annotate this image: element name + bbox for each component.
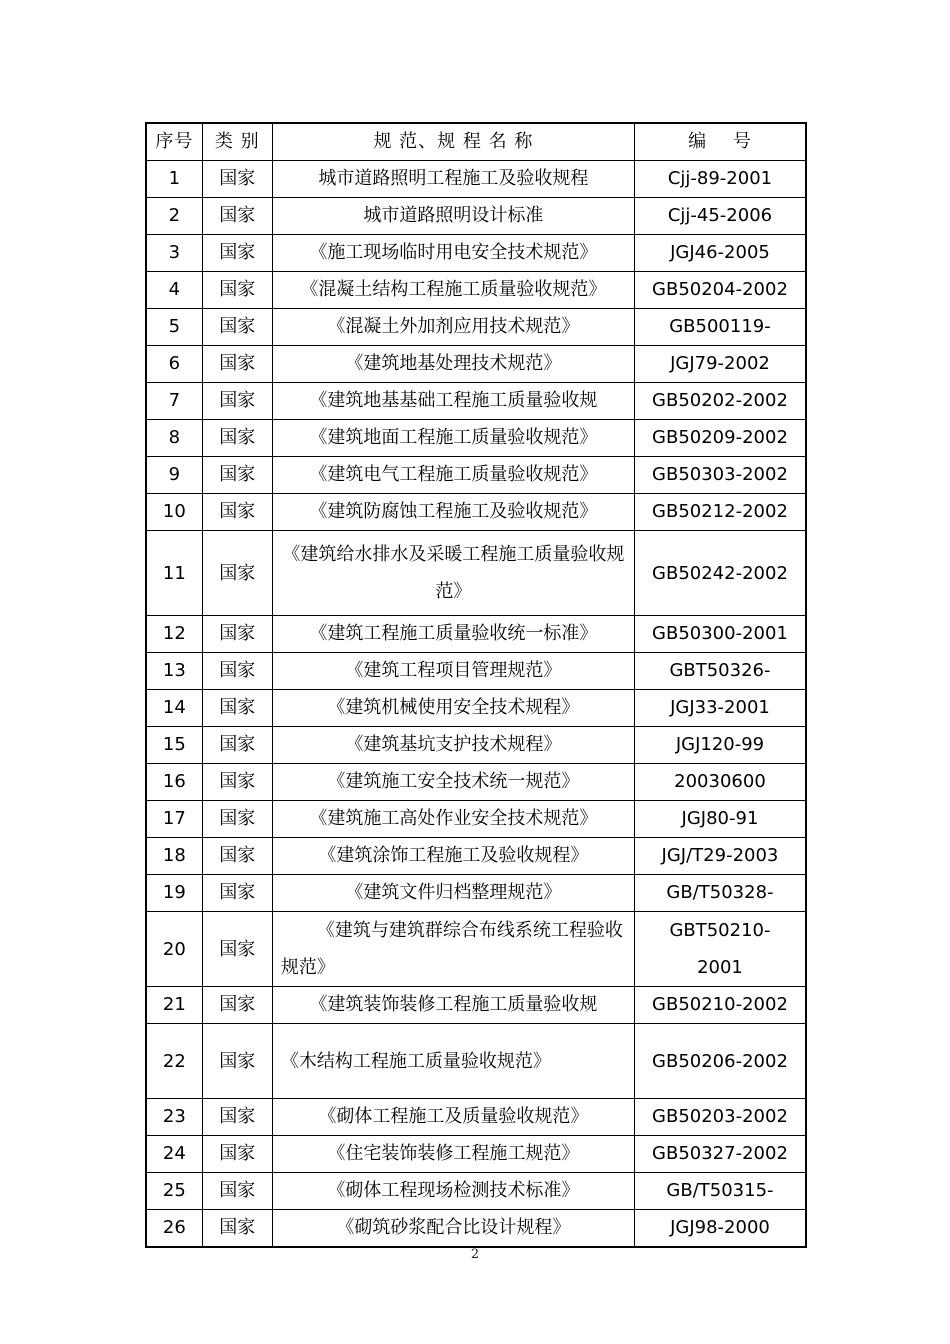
cell-no: 2 bbox=[146, 198, 202, 235]
table-row bbox=[146, 653, 806, 690]
cell-no: 6 bbox=[146, 346, 202, 383]
standards-table bbox=[145, 122, 807, 1248]
cell-no: 14 bbox=[146, 690, 202, 727]
header-category: 类 别 bbox=[202, 123, 272, 161]
cell-category: 国家 bbox=[202, 838, 272, 875]
cell-name: 《建筑基坑支护技术规程》 bbox=[272, 727, 634, 764]
table-row bbox=[146, 161, 806, 198]
cell-code: GB50300-2001 bbox=[634, 616, 806, 653]
cell-category: 国家 bbox=[202, 383, 272, 420]
cell-code: GB/T50328- bbox=[634, 875, 806, 912]
cell-category: 国家 bbox=[202, 272, 272, 309]
cell-category: 国家 bbox=[202, 309, 272, 346]
cell-category: 国家 bbox=[202, 616, 272, 653]
cell-name: 《建筑文件归档整理规范》 bbox=[272, 875, 634, 912]
cell-no: 18 bbox=[146, 838, 202, 875]
cell-no: 7 bbox=[146, 383, 202, 420]
table-header-row bbox=[146, 123, 806, 161]
table-row bbox=[146, 875, 806, 912]
cell-code: Cjj-45-2006 bbox=[634, 198, 806, 235]
cell-code: GB50210-2002 bbox=[634, 987, 806, 1024]
cell-no: 15 bbox=[146, 727, 202, 764]
cell-no: 3 bbox=[146, 235, 202, 272]
table-row bbox=[146, 912, 806, 987]
table-row bbox=[146, 764, 806, 801]
cell-code: GB50242-2002 bbox=[634, 531, 806, 616]
header-name: 规 范、规 程 名 称 bbox=[272, 123, 634, 161]
table-row bbox=[146, 420, 806, 457]
table-row bbox=[146, 838, 806, 875]
cell-category: 国家 bbox=[202, 1136, 272, 1173]
table-row bbox=[146, 1173, 806, 1210]
cell-code: Cjj-89-2001 bbox=[634, 161, 806, 198]
cell-category: 国家 bbox=[202, 987, 272, 1024]
header-code: 编 号 bbox=[634, 123, 806, 161]
cell-code: JGJ120-99 bbox=[634, 727, 806, 764]
cell-no: 20 bbox=[146, 912, 202, 987]
cell-code: GB50327-2002 bbox=[634, 1136, 806, 1173]
cell-category: 国家 bbox=[202, 1173, 272, 1210]
cell-name: 《施工现场临时用电安全技术规范》 bbox=[272, 235, 634, 272]
table-row bbox=[146, 383, 806, 420]
cell-code: JGJ46-2005 bbox=[634, 235, 806, 272]
cell-no: 8 bbox=[146, 420, 202, 457]
cell-code: GB50202-2002 bbox=[634, 383, 806, 420]
table-row bbox=[146, 690, 806, 727]
cell-category: 国家 bbox=[202, 1099, 272, 1136]
cell-code: GBT50210-2001 bbox=[634, 912, 806, 987]
cell-code: JGJ98-2000 bbox=[634, 1210, 806, 1248]
cell-code: GB50303-2002 bbox=[634, 457, 806, 494]
cell-code: JGJ/T29-2003 bbox=[634, 838, 806, 875]
cell-name: 《建筑地面工程施工质量验收规范》 bbox=[272, 420, 634, 457]
table-row bbox=[146, 272, 806, 309]
cell-name: 城市道路照明工程施工及验收规程 bbox=[272, 161, 634, 198]
cell-name: 《建筑施工高处作业安全技术规范》 bbox=[272, 801, 634, 838]
cell-name: 《建筑地基处理技术规范》 bbox=[272, 346, 634, 383]
table-row bbox=[146, 198, 806, 235]
cell-no: 10 bbox=[146, 494, 202, 531]
cell-no: 25 bbox=[146, 1173, 202, 1210]
cell-code: GB500119- bbox=[634, 309, 806, 346]
cell-name: 《建筑与建筑群综合布线系统工程验收规范》 bbox=[272, 912, 634, 987]
cell-name: 《建筑地基基础工程施工质量验收规 bbox=[272, 383, 634, 420]
cell-name: 《建筑涂饰工程施工及验收规程》 bbox=[272, 838, 634, 875]
cell-code: 20030600 bbox=[634, 764, 806, 801]
cell-name: 《建筑工程项目管理规范》 bbox=[272, 653, 634, 690]
table-row bbox=[146, 531, 806, 616]
cell-code: GB50203-2002 bbox=[634, 1099, 806, 1136]
cell-category: 国家 bbox=[202, 801, 272, 838]
cell-name: 《建筑给水排水及采暖工程施工质量验收规范》 bbox=[272, 531, 634, 616]
cell-name: 《建筑施工安全技术统一规范》 bbox=[272, 764, 634, 801]
cell-category: 国家 bbox=[202, 1024, 272, 1099]
cell-name: 《建筑装饰装修工程施工质量验收规 bbox=[272, 987, 634, 1024]
cell-code: GB50209-2002 bbox=[634, 420, 806, 457]
table-row bbox=[146, 727, 806, 764]
table-row bbox=[146, 616, 806, 653]
cell-name: 《建筑工程施工质量验收统一标准》 bbox=[272, 616, 634, 653]
cell-category: 国家 bbox=[202, 764, 272, 801]
cell-name: 《砌体工程施工及质量验收规范》 bbox=[272, 1099, 634, 1136]
cell-no: 1 bbox=[146, 161, 202, 198]
cell-name: 《住宅装饰装修工程施工规范》 bbox=[272, 1136, 634, 1173]
table-row bbox=[146, 1136, 806, 1173]
cell-category: 国家 bbox=[202, 235, 272, 272]
cell-code: GB/T50315- bbox=[634, 1173, 806, 1210]
cell-no: 17 bbox=[146, 801, 202, 838]
cell-category: 国家 bbox=[202, 912, 272, 987]
cell-category: 国家 bbox=[202, 727, 272, 764]
cell-no: 5 bbox=[146, 309, 202, 346]
cell-no: 4 bbox=[146, 272, 202, 309]
cell-no: 16 bbox=[146, 764, 202, 801]
page-number: 2 bbox=[470, 1247, 480, 1262]
cell-name: 《混凝土结构工程施工质量验收规范》 bbox=[272, 272, 634, 309]
cell-category: 国家 bbox=[202, 198, 272, 235]
cell-code: JGJ33-2001 bbox=[634, 690, 806, 727]
cell-code: JGJ79-2002 bbox=[634, 346, 806, 383]
table-row bbox=[146, 1210, 806, 1248]
cell-code: GB50204-2002 bbox=[634, 272, 806, 309]
table-row bbox=[146, 494, 806, 531]
cell-no: 13 bbox=[146, 653, 202, 690]
cell-code: JGJ80-91 bbox=[634, 801, 806, 838]
table-row bbox=[146, 235, 806, 272]
table-row bbox=[146, 987, 806, 1024]
table-row bbox=[146, 1024, 806, 1099]
cell-name: 《混凝土外加剂应用技术规范》 bbox=[272, 309, 634, 346]
cell-no: 12 bbox=[146, 616, 202, 653]
cell-name: 城市道路照明设计标准 bbox=[272, 198, 634, 235]
table-row bbox=[146, 1099, 806, 1136]
cell-category: 国家 bbox=[202, 531, 272, 616]
cell-no: 9 bbox=[146, 457, 202, 494]
table-row bbox=[146, 309, 806, 346]
cell-name: 《砌体工程现场检测技术标准》 bbox=[272, 1173, 634, 1210]
cell-name: 《建筑防腐蚀工程施工及验收规范》 bbox=[272, 494, 634, 531]
table-row bbox=[146, 801, 806, 838]
cell-category: 国家 bbox=[202, 653, 272, 690]
cell-no: 23 bbox=[146, 1099, 202, 1136]
cell-name: 《建筑电气工程施工质量验收规范》 bbox=[272, 457, 634, 494]
cell-code: GB50212-2002 bbox=[634, 494, 806, 531]
cell-name: 《建筑机械使用安全技术规程》 bbox=[272, 690, 634, 727]
cell-no: 22 bbox=[146, 1024, 202, 1099]
cell-name: 《木结构工程施工质量验收规范》 bbox=[272, 1024, 634, 1099]
table-row bbox=[146, 457, 806, 494]
cell-category: 国家 bbox=[202, 1210, 272, 1248]
cell-no: 24 bbox=[146, 1136, 202, 1173]
cell-no: 26 bbox=[146, 1210, 202, 1248]
cell-no: 19 bbox=[146, 875, 202, 912]
cell-category: 国家 bbox=[202, 690, 272, 727]
header-no: 序号 bbox=[146, 123, 202, 161]
cell-no: 21 bbox=[146, 987, 202, 1024]
cell-category: 国家 bbox=[202, 875, 272, 912]
cell-no: 11 bbox=[146, 531, 202, 616]
cell-name: 《砌筑砂浆配合比设计规程》 bbox=[272, 1210, 634, 1248]
cell-category: 国家 bbox=[202, 457, 272, 494]
cell-code: GB50206-2002 bbox=[634, 1024, 806, 1099]
cell-code: GBT50326- bbox=[634, 653, 806, 690]
cell-category: 国家 bbox=[202, 420, 272, 457]
cell-category: 国家 bbox=[202, 494, 272, 531]
table-row bbox=[146, 346, 806, 383]
cell-category: 国家 bbox=[202, 161, 272, 198]
cell-category: 国家 bbox=[202, 346, 272, 383]
